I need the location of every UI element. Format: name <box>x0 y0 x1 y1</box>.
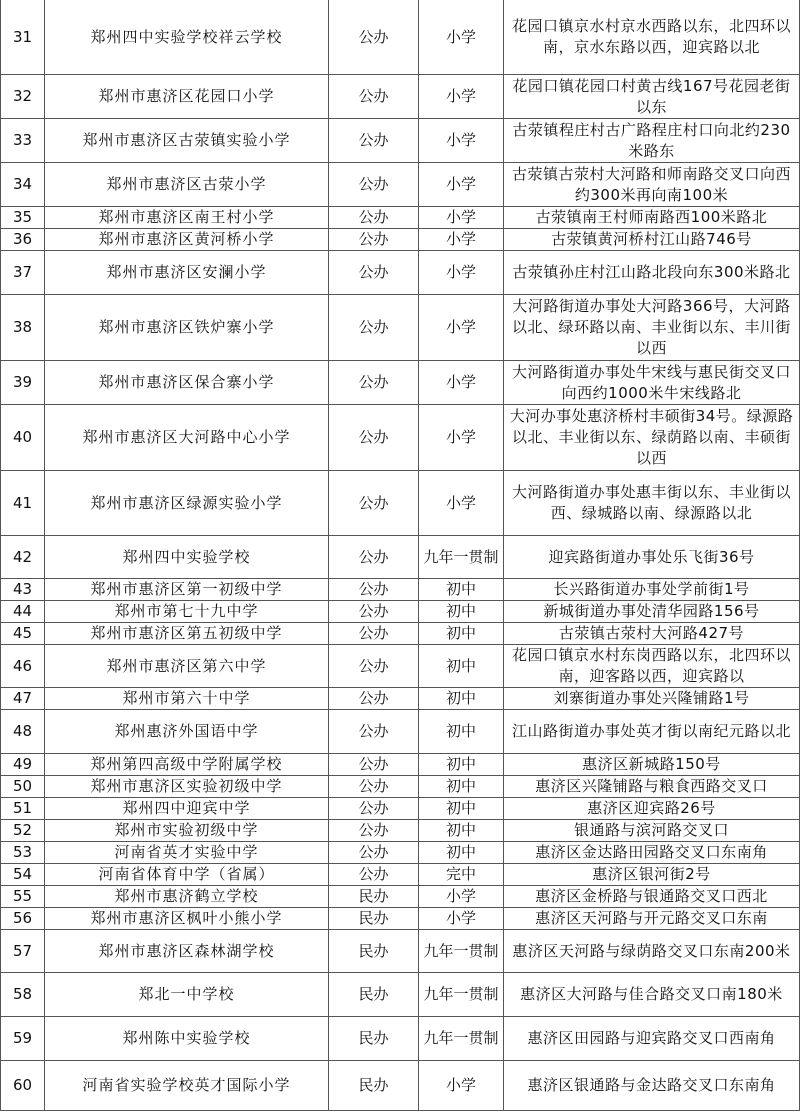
table-row <box>1 251 800 295</box>
school-level: 小学 <box>419 886 504 908</box>
school-type: 公办 <box>329 163 419 207</box>
school-name: 郑州市惠济区南王村小学 <box>45 207 329 229</box>
school-name: 郑州市惠济区安澜小学 <box>45 251 329 295</box>
school-level: 初中 <box>419 776 504 798</box>
table-row <box>1 471 800 536</box>
school-level: 九年一贯制 <box>419 1017 504 1061</box>
school-name: 郑州市惠济区古荥镇实验小学 <box>45 119 329 163</box>
row-number: 55 <box>1 886 45 908</box>
table-row <box>1 798 800 820</box>
school-address: 银通路与滨河路交叉口 <box>504 820 800 842</box>
row-number: 59 <box>1 1017 45 1061</box>
school-level: 初中 <box>419 601 504 623</box>
table-row <box>1 1017 800 1061</box>
school-type: 民办 <box>329 1017 419 1061</box>
row-number: 56 <box>1 908 45 930</box>
school-address: 大河路街道办事处牛宋线与惠民街交叉口向西约1000米牛宋线路北 <box>504 361 800 405</box>
table-row <box>1 930 800 973</box>
row-number: 47 <box>1 688 45 710</box>
school-name: 郑北一中学校 <box>45 973 329 1017</box>
school-address: 迎宾路街道办事处乐飞街36号 <box>504 536 800 579</box>
school-name: 郑州四中实验学校祥云学校 <box>45 0 329 75</box>
table-row <box>1 1061 800 1111</box>
row-number: 44 <box>1 601 45 623</box>
row-number: 53 <box>1 842 45 864</box>
school-type: 公办 <box>329 754 419 776</box>
school-name: 郑州市惠济鹤立学校 <box>45 886 329 908</box>
table-row <box>1 973 800 1017</box>
table-row <box>1 908 800 930</box>
table-row <box>1 75 800 119</box>
row-number: 32 <box>1 75 45 119</box>
row-number: 43 <box>1 579 45 601</box>
school-name: 郑州市惠济区绿源实验小学 <box>45 471 329 536</box>
school-address: 惠济区迎宾路26号 <box>504 798 800 820</box>
school-type: 公办 <box>329 295 419 361</box>
school-address: 惠济区天河路与开元路交叉口东南 <box>504 908 800 930</box>
school-address: 惠济区银河街2号 <box>504 864 800 886</box>
table-row <box>1 229 800 251</box>
school-level: 初中 <box>419 820 504 842</box>
table-row <box>1 405 800 471</box>
school-name: 河南省英才实验中学 <box>45 842 329 864</box>
school-level: 小学 <box>419 119 504 163</box>
school-address: 大河路街道办事处惠丰街以东、丰业街以西、绿城路以南、绿源路以北 <box>504 471 800 536</box>
table-row <box>1 864 800 886</box>
row-number: 52 <box>1 820 45 842</box>
school-name: 郑州市惠济区第六中学 <box>45 645 329 688</box>
school-level: 小学 <box>419 361 504 405</box>
school-address: 古荥镇孙庄村江山路北段向东300米路北 <box>504 251 800 295</box>
school-address: 新城街道办事处清华园路156号 <box>504 601 800 623</box>
school-level: 小学 <box>419 207 504 229</box>
school-address: 花园口镇花园口村黄古线167号花园老街以东 <box>504 75 800 119</box>
school-address: 惠济区兴隆铺路与粮食西路交叉口 <box>504 776 800 798</box>
school-address: 惠济区天河路与绿荫路交叉口东南200米 <box>504 930 800 973</box>
school-address: 古荥镇古荥村大河路和师南路交叉口向西约300米再向南100米 <box>504 163 800 207</box>
table-row <box>1 119 800 163</box>
school-type: 公办 <box>329 842 419 864</box>
school-type: 公办 <box>329 798 419 820</box>
school-type: 公办 <box>329 710 419 754</box>
school-address: 惠济区新城路150号 <box>504 754 800 776</box>
school-level: 九年一贯制 <box>419 930 504 973</box>
school-name: 郑州市实验初级中学 <box>45 820 329 842</box>
row-number: 57 <box>1 930 45 973</box>
school-name: 郑州陈中实验学校 <box>45 1017 329 1061</box>
table-row <box>1 361 800 405</box>
row-number: 49 <box>1 754 45 776</box>
school-name: 郑州市惠济区第五初级中学 <box>45 623 329 645</box>
row-number: 40 <box>1 405 45 471</box>
table-row <box>1 710 800 754</box>
row-number: 42 <box>1 536 45 579</box>
row-number: 31 <box>1 0 45 75</box>
table-row <box>1 163 800 207</box>
school-address: 古荥镇古荥村大河路427号 <box>504 623 800 645</box>
school-name: 郑州市惠济区黄河桥小学 <box>45 229 329 251</box>
school-name: 郑州市第七十九中学 <box>45 601 329 623</box>
school-level: 初中 <box>419 798 504 820</box>
row-number: 41 <box>1 471 45 536</box>
school-level: 初中 <box>419 645 504 688</box>
school-name: 郑州市惠济区大河路中心小学 <box>45 405 329 471</box>
table-row <box>1 754 800 776</box>
row-number: 50 <box>1 776 45 798</box>
school-address: 花园口镇京水村东岗西路以东，北四环以南，迎客路以西，迎宾路以 <box>504 645 800 688</box>
school-type: 公办 <box>329 776 419 798</box>
school-type: 民办 <box>329 973 419 1017</box>
school-name: 河南省实验学校英才国际小学 <box>45 1061 329 1111</box>
school-type: 公办 <box>329 361 419 405</box>
school-type: 公办 <box>329 601 419 623</box>
school-type: 公办 <box>329 119 419 163</box>
school-level: 小学 <box>419 908 504 930</box>
school-level: 小学 <box>419 75 504 119</box>
school-level: 初中 <box>419 710 504 754</box>
row-number: 33 <box>1 119 45 163</box>
table-row <box>1 295 800 361</box>
row-number: 39 <box>1 361 45 405</box>
school-type: 公办 <box>329 75 419 119</box>
school-type: 公办 <box>329 207 419 229</box>
school-type: 公办 <box>329 471 419 536</box>
school-level: 初中 <box>419 623 504 645</box>
row-number: 37 <box>1 251 45 295</box>
school-type: 民办 <box>329 886 419 908</box>
school-level: 初中 <box>419 754 504 776</box>
school-name: 郑州四中迎宾中学 <box>45 798 329 820</box>
school-type: 公办 <box>329 229 419 251</box>
school-address: 惠济区金桥路与银通路交叉口西北 <box>504 886 800 908</box>
school-type: 公办 <box>329 0 419 75</box>
school-address: 惠济区田园路与迎宾路交叉口西南角 <box>504 1017 800 1061</box>
table-row <box>1 623 800 645</box>
school-name: 郑州市惠济区花园口小学 <box>45 75 329 119</box>
school-name: 郑州惠济外国语中学 <box>45 710 329 754</box>
table-row <box>1 820 800 842</box>
table-row <box>1 645 800 688</box>
row-number: 38 <box>1 295 45 361</box>
table-row <box>1 536 800 579</box>
table-row <box>1 842 800 864</box>
school-name: 郑州市惠济区第一初级中学 <box>45 579 329 601</box>
school-level: 初中 <box>419 579 504 601</box>
row-number: 60 <box>1 1061 45 1111</box>
school-type: 公办 <box>329 623 419 645</box>
school-level: 小学 <box>419 295 504 361</box>
school-type: 民办 <box>329 930 419 973</box>
school-type: 公办 <box>329 645 419 688</box>
school-name: 郑州市第六十中学 <box>45 688 329 710</box>
school-name: 郑州四中实验学校 <box>45 536 329 579</box>
school-level: 完中 <box>419 864 504 886</box>
school-level: 小学 <box>419 163 504 207</box>
school-address: 古荥镇黄河桥村江山路746号 <box>504 229 800 251</box>
school-name: 郑州市惠济区实验初级中学 <box>45 776 329 798</box>
row-number: 34 <box>1 163 45 207</box>
row-number: 36 <box>1 229 45 251</box>
school-type: 公办 <box>329 688 419 710</box>
school-address: 花园口镇京水村京水西路以东，北四环以南，京水东路以西，迎宾路以北 <box>504 0 800 75</box>
table-row <box>1 207 800 229</box>
school-type: 公办 <box>329 405 419 471</box>
table-row <box>1 0 800 75</box>
table-row <box>1 688 800 710</box>
school-address: 大河路街道办事处大河路366号，大河路以北、绿环路以南、丰业街以东、丰川街以西 <box>504 295 800 361</box>
school-type: 公办 <box>329 864 419 886</box>
row-number: 45 <box>1 623 45 645</box>
row-number: 54 <box>1 864 45 886</box>
school-level: 小学 <box>419 229 504 251</box>
school-type: 民办 <box>329 908 419 930</box>
school-address: 长兴路街道办事处学前街1号 <box>504 579 800 601</box>
school-level: 九年一贯制 <box>419 973 504 1017</box>
school-address: 惠济区银通路与金达路交叉口东南角 <box>504 1061 800 1111</box>
school-address: 江山路街道办事处英才街以南纪元路以北 <box>504 710 800 754</box>
school-name: 郑州市惠济区铁炉寨小学 <box>45 295 329 361</box>
school-level: 小学 <box>419 0 504 75</box>
table-row <box>1 601 800 623</box>
school-level: 小学 <box>419 405 504 471</box>
school-address: 大河办事处惠济桥村丰硕街34号。绿源路以北、丰业街以东、绿荫路以南、丰硕街以西 <box>504 405 800 471</box>
school-level: 小学 <box>419 471 504 536</box>
school-address: 惠济区大河路与佳合路交叉口南180米 <box>504 973 800 1017</box>
school-level: 小学 <box>419 1061 504 1111</box>
school-type: 民办 <box>329 1061 419 1111</box>
school-address: 刘寨街道办事处兴隆铺路1号 <box>504 688 800 710</box>
row-number: 51 <box>1 798 45 820</box>
row-number: 35 <box>1 207 45 229</box>
school-level: 小学 <box>419 251 504 295</box>
row-number: 58 <box>1 973 45 1017</box>
table-body <box>1 0 800 1111</box>
table-row <box>1 579 800 601</box>
school-name: 河南省体育中学（省属） <box>45 864 329 886</box>
school-level: 初中 <box>419 688 504 710</box>
school-address: 惠济区金达路田园路交叉口东南角 <box>504 842 800 864</box>
row-number: 48 <box>1 710 45 754</box>
school-name: 郑州第四高级中学附属学校 <box>45 754 329 776</box>
table-row <box>1 886 800 908</box>
table-row <box>1 776 800 798</box>
school-name: 郑州市惠济区枫叶小熊小学 <box>45 908 329 930</box>
school-type: 公办 <box>329 536 419 579</box>
school-name: 郑州市惠济区古荥小学 <box>45 163 329 207</box>
school-level: 九年一贯制 <box>419 536 504 579</box>
school-name: 郑州市惠济区保合寨小学 <box>45 361 329 405</box>
row-number: 46 <box>1 645 45 688</box>
school-level: 初中 <box>419 842 504 864</box>
school-type: 公办 <box>329 579 419 601</box>
school-name: 郑州市惠济区森林湖学校 <box>45 930 329 973</box>
school-address: 古荥镇南王村师南路西100米路北 <box>504 207 800 229</box>
school-type: 公办 <box>329 251 419 295</box>
school-address: 古荥镇程庄村古广路程庄村口向北约230米路东 <box>504 119 800 163</box>
school-type: 公办 <box>329 820 419 842</box>
